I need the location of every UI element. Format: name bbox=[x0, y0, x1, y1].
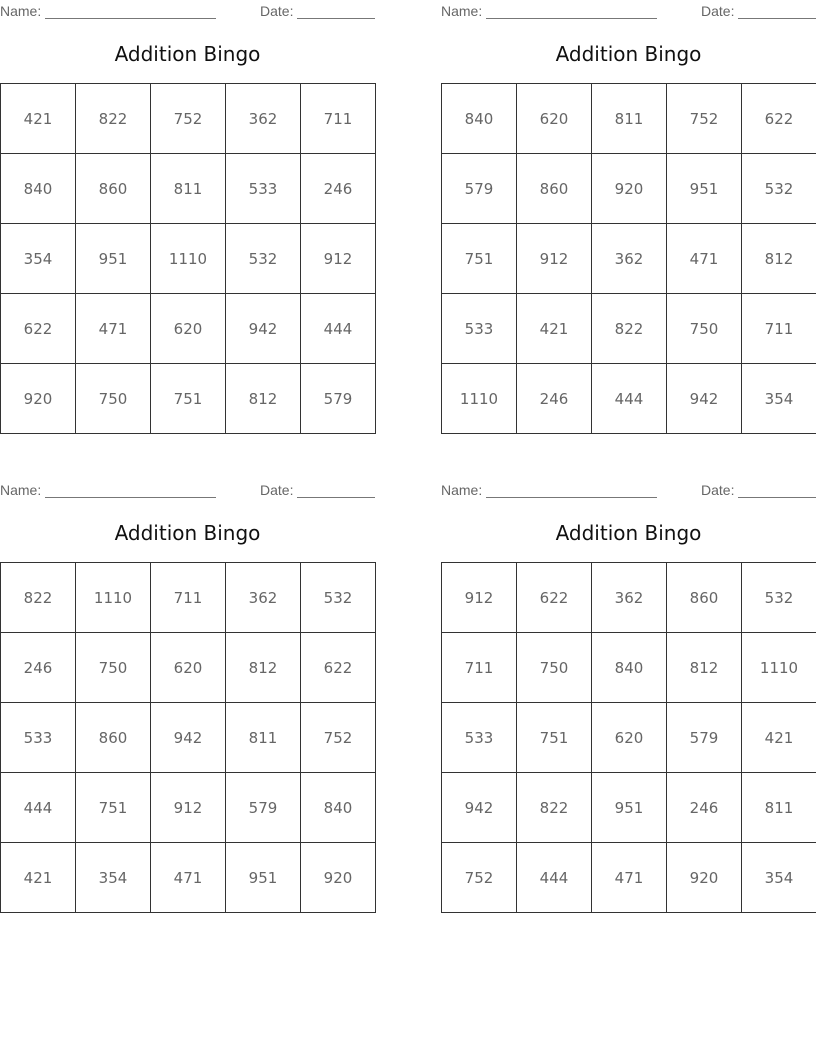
bingo-cell: 362 bbox=[226, 563, 301, 633]
bingo-cell: 362 bbox=[226, 84, 301, 154]
bingo-row bbox=[442, 294, 816, 364]
bingo-cell: 942 bbox=[226, 294, 301, 364]
bingo-row bbox=[1, 154, 376, 224]
bingo-cell: 912 bbox=[442, 563, 517, 633]
card-title: Addition Bingo bbox=[114, 42, 261, 66]
bingo-cell: 1110 bbox=[76, 563, 151, 633]
bingo-cell: 750 bbox=[76, 364, 151, 434]
bingo-cell: 860 bbox=[76, 703, 151, 773]
bingo-row bbox=[1, 224, 376, 294]
bingo-cell: 354 bbox=[742, 843, 816, 913]
bingo-cell: 752 bbox=[667, 84, 742, 154]
bingo-cell: 912 bbox=[301, 224, 376, 294]
bingo-grid bbox=[441, 83, 816, 434]
name-blank bbox=[45, 18, 216, 19]
bingo-cell: 444 bbox=[517, 843, 592, 913]
bingo-cell: 912 bbox=[151, 773, 226, 843]
bingo-cell: 620 bbox=[592, 703, 667, 773]
bingo-cell: 533 bbox=[442, 703, 517, 773]
bingo-grid bbox=[441, 562, 816, 913]
bingo-cell: 711 bbox=[301, 84, 376, 154]
bingo-card-1 bbox=[0, 0, 375, 440]
bingo-cell: 750 bbox=[517, 633, 592, 703]
bingo-cell: 751 bbox=[517, 703, 592, 773]
name-label: Name: bbox=[0, 3, 42, 19]
bingo-cell: 920 bbox=[667, 843, 742, 913]
bingo-row bbox=[442, 563, 816, 633]
date-blank bbox=[738, 18, 816, 19]
bingo-row bbox=[1, 364, 376, 434]
bingo-cell: 444 bbox=[301, 294, 376, 364]
bingo-cell: 811 bbox=[742, 773, 816, 843]
bingo-cell: 246 bbox=[517, 364, 592, 434]
bingo-cell: 444 bbox=[1, 773, 76, 843]
bingo-cell: 860 bbox=[517, 154, 592, 224]
bingo-cell: 471 bbox=[76, 294, 151, 364]
bingo-cell: 421 bbox=[1, 843, 76, 913]
bingo-cell: 951 bbox=[76, 224, 151, 294]
bingo-cell: 822 bbox=[76, 84, 151, 154]
bingo-cell: 920 bbox=[1, 364, 76, 434]
bingo-cell: 471 bbox=[592, 843, 667, 913]
bingo-cell: 1110 bbox=[442, 364, 517, 434]
date-label: Date: bbox=[701, 482, 735, 498]
bingo-cell: 246 bbox=[301, 154, 376, 224]
bingo-cell: 860 bbox=[667, 563, 742, 633]
bingo-cell: 711 bbox=[442, 633, 517, 703]
bingo-cell: 822 bbox=[517, 773, 592, 843]
bingo-cell: 951 bbox=[226, 843, 301, 913]
bingo-cell: 532 bbox=[226, 224, 301, 294]
bingo-cell: 579 bbox=[667, 703, 742, 773]
bingo-cell: 752 bbox=[442, 843, 517, 913]
bingo-row bbox=[442, 773, 816, 843]
bingo-card-3 bbox=[0, 479, 375, 919]
bingo-cell: 860 bbox=[76, 154, 151, 224]
bingo-cell: 912 bbox=[517, 224, 592, 294]
bingo-cell: 811 bbox=[151, 154, 226, 224]
bingo-cell: 533 bbox=[1, 703, 76, 773]
bingo-cell: 579 bbox=[226, 773, 301, 843]
bingo-row bbox=[442, 703, 816, 773]
bingo-cell: 421 bbox=[517, 294, 592, 364]
bingo-cell: 421 bbox=[1, 84, 76, 154]
bingo-cell: 920 bbox=[592, 154, 667, 224]
bingo-card-4 bbox=[441, 479, 816, 919]
bingo-cell: 752 bbox=[151, 84, 226, 154]
bingo-cell: 840 bbox=[1, 154, 76, 224]
bingo-cell: 532 bbox=[742, 563, 816, 633]
bingo-row bbox=[1, 294, 376, 364]
bingo-cell: 354 bbox=[1, 224, 76, 294]
bingo-cell: 579 bbox=[442, 154, 517, 224]
bingo-cell: 622 bbox=[517, 563, 592, 633]
name-label: Name: bbox=[0, 482, 42, 498]
name-label: Name: bbox=[441, 482, 483, 498]
date-blank bbox=[297, 18, 375, 19]
name-date-row bbox=[441, 482, 816, 498]
bingo-cell: 246 bbox=[1, 633, 76, 703]
bingo-cell: 532 bbox=[301, 563, 376, 633]
name-label: Name: bbox=[441, 3, 483, 19]
bingo-cell: 942 bbox=[151, 703, 226, 773]
bingo-cell: 822 bbox=[592, 294, 667, 364]
bingo-cell: 421 bbox=[742, 703, 816, 773]
bingo-cell: 840 bbox=[301, 773, 376, 843]
bingo-cell: 951 bbox=[667, 154, 742, 224]
bingo-cell: 750 bbox=[667, 294, 742, 364]
bingo-cell: 622 bbox=[301, 633, 376, 703]
bingo-row bbox=[1, 843, 376, 913]
card-title: Addition Bingo bbox=[555, 521, 702, 545]
bingo-row bbox=[442, 154, 816, 224]
bingo-cell: 942 bbox=[442, 773, 517, 843]
bingo-cell: 752 bbox=[301, 703, 376, 773]
bingo-cell: 622 bbox=[1, 294, 76, 364]
bingo-cell: 812 bbox=[226, 633, 301, 703]
bingo-cell: 1110 bbox=[151, 224, 226, 294]
bingo-grid bbox=[0, 562, 376, 913]
name-blank bbox=[45, 497, 216, 498]
bingo-cell: 822 bbox=[1, 563, 76, 633]
bingo-card-2 bbox=[441, 0, 816, 440]
bingo-cell: 362 bbox=[592, 563, 667, 633]
bingo-cell: 579 bbox=[301, 364, 376, 434]
card-title: Addition Bingo bbox=[555, 42, 702, 66]
bingo-cell: 532 bbox=[742, 154, 816, 224]
bingo-cell: 533 bbox=[226, 154, 301, 224]
bingo-cell: 471 bbox=[667, 224, 742, 294]
bingo-cell: 840 bbox=[442, 84, 517, 154]
bingo-row bbox=[442, 843, 816, 913]
date-label: Date: bbox=[260, 482, 294, 498]
bingo-cell: 533 bbox=[442, 294, 517, 364]
bingo-cell: 811 bbox=[592, 84, 667, 154]
bingo-cell: 811 bbox=[226, 703, 301, 773]
bingo-cell: 840 bbox=[592, 633, 667, 703]
bingo-cell: 951 bbox=[592, 773, 667, 843]
bingo-cell: 751 bbox=[76, 773, 151, 843]
bingo-cell: 812 bbox=[226, 364, 301, 434]
bingo-row bbox=[1, 773, 376, 843]
bingo-grid bbox=[0, 83, 376, 434]
name-date-row bbox=[0, 482, 375, 498]
bingo-cell: 246 bbox=[667, 773, 742, 843]
bingo-cell: 812 bbox=[667, 633, 742, 703]
bingo-cell: 620 bbox=[151, 294, 226, 364]
bingo-cell: 812 bbox=[742, 224, 816, 294]
bingo-cell: 751 bbox=[151, 364, 226, 434]
bingo-row bbox=[442, 224, 816, 294]
bingo-row bbox=[1, 633, 376, 703]
bingo-cell: 362 bbox=[592, 224, 667, 294]
bingo-row bbox=[1, 703, 376, 773]
card-title: Addition Bingo bbox=[114, 521, 261, 545]
name-date-row bbox=[0, 3, 375, 19]
bingo-cell: 620 bbox=[151, 633, 226, 703]
bingo-cell: 751 bbox=[442, 224, 517, 294]
date-blank bbox=[738, 497, 816, 498]
bingo-cell: 444 bbox=[592, 364, 667, 434]
bingo-cell: 622 bbox=[742, 84, 816, 154]
bingo-cell: 471 bbox=[151, 843, 226, 913]
bingo-row bbox=[442, 633, 816, 703]
bingo-cell: 711 bbox=[151, 563, 226, 633]
name-blank bbox=[486, 18, 657, 19]
date-label: Date: bbox=[701, 3, 735, 19]
bingo-cell: 1110 bbox=[742, 633, 816, 703]
bingo-cell: 920 bbox=[301, 843, 376, 913]
name-date-row bbox=[441, 3, 816, 19]
date-blank bbox=[297, 497, 375, 498]
bingo-cell: 942 bbox=[667, 364, 742, 434]
date-label: Date: bbox=[260, 3, 294, 19]
bingo-cell: 620 bbox=[517, 84, 592, 154]
bingo-row bbox=[1, 563, 376, 633]
bingo-cell: 354 bbox=[76, 843, 151, 913]
bingo-cell: 354 bbox=[742, 364, 816, 434]
name-blank bbox=[486, 497, 657, 498]
bingo-cell: 711 bbox=[742, 294, 816, 364]
bingo-cell: 750 bbox=[76, 633, 151, 703]
bingo-row bbox=[1, 84, 376, 154]
bingo-row bbox=[442, 84, 816, 154]
bingo-row bbox=[442, 364, 816, 434]
